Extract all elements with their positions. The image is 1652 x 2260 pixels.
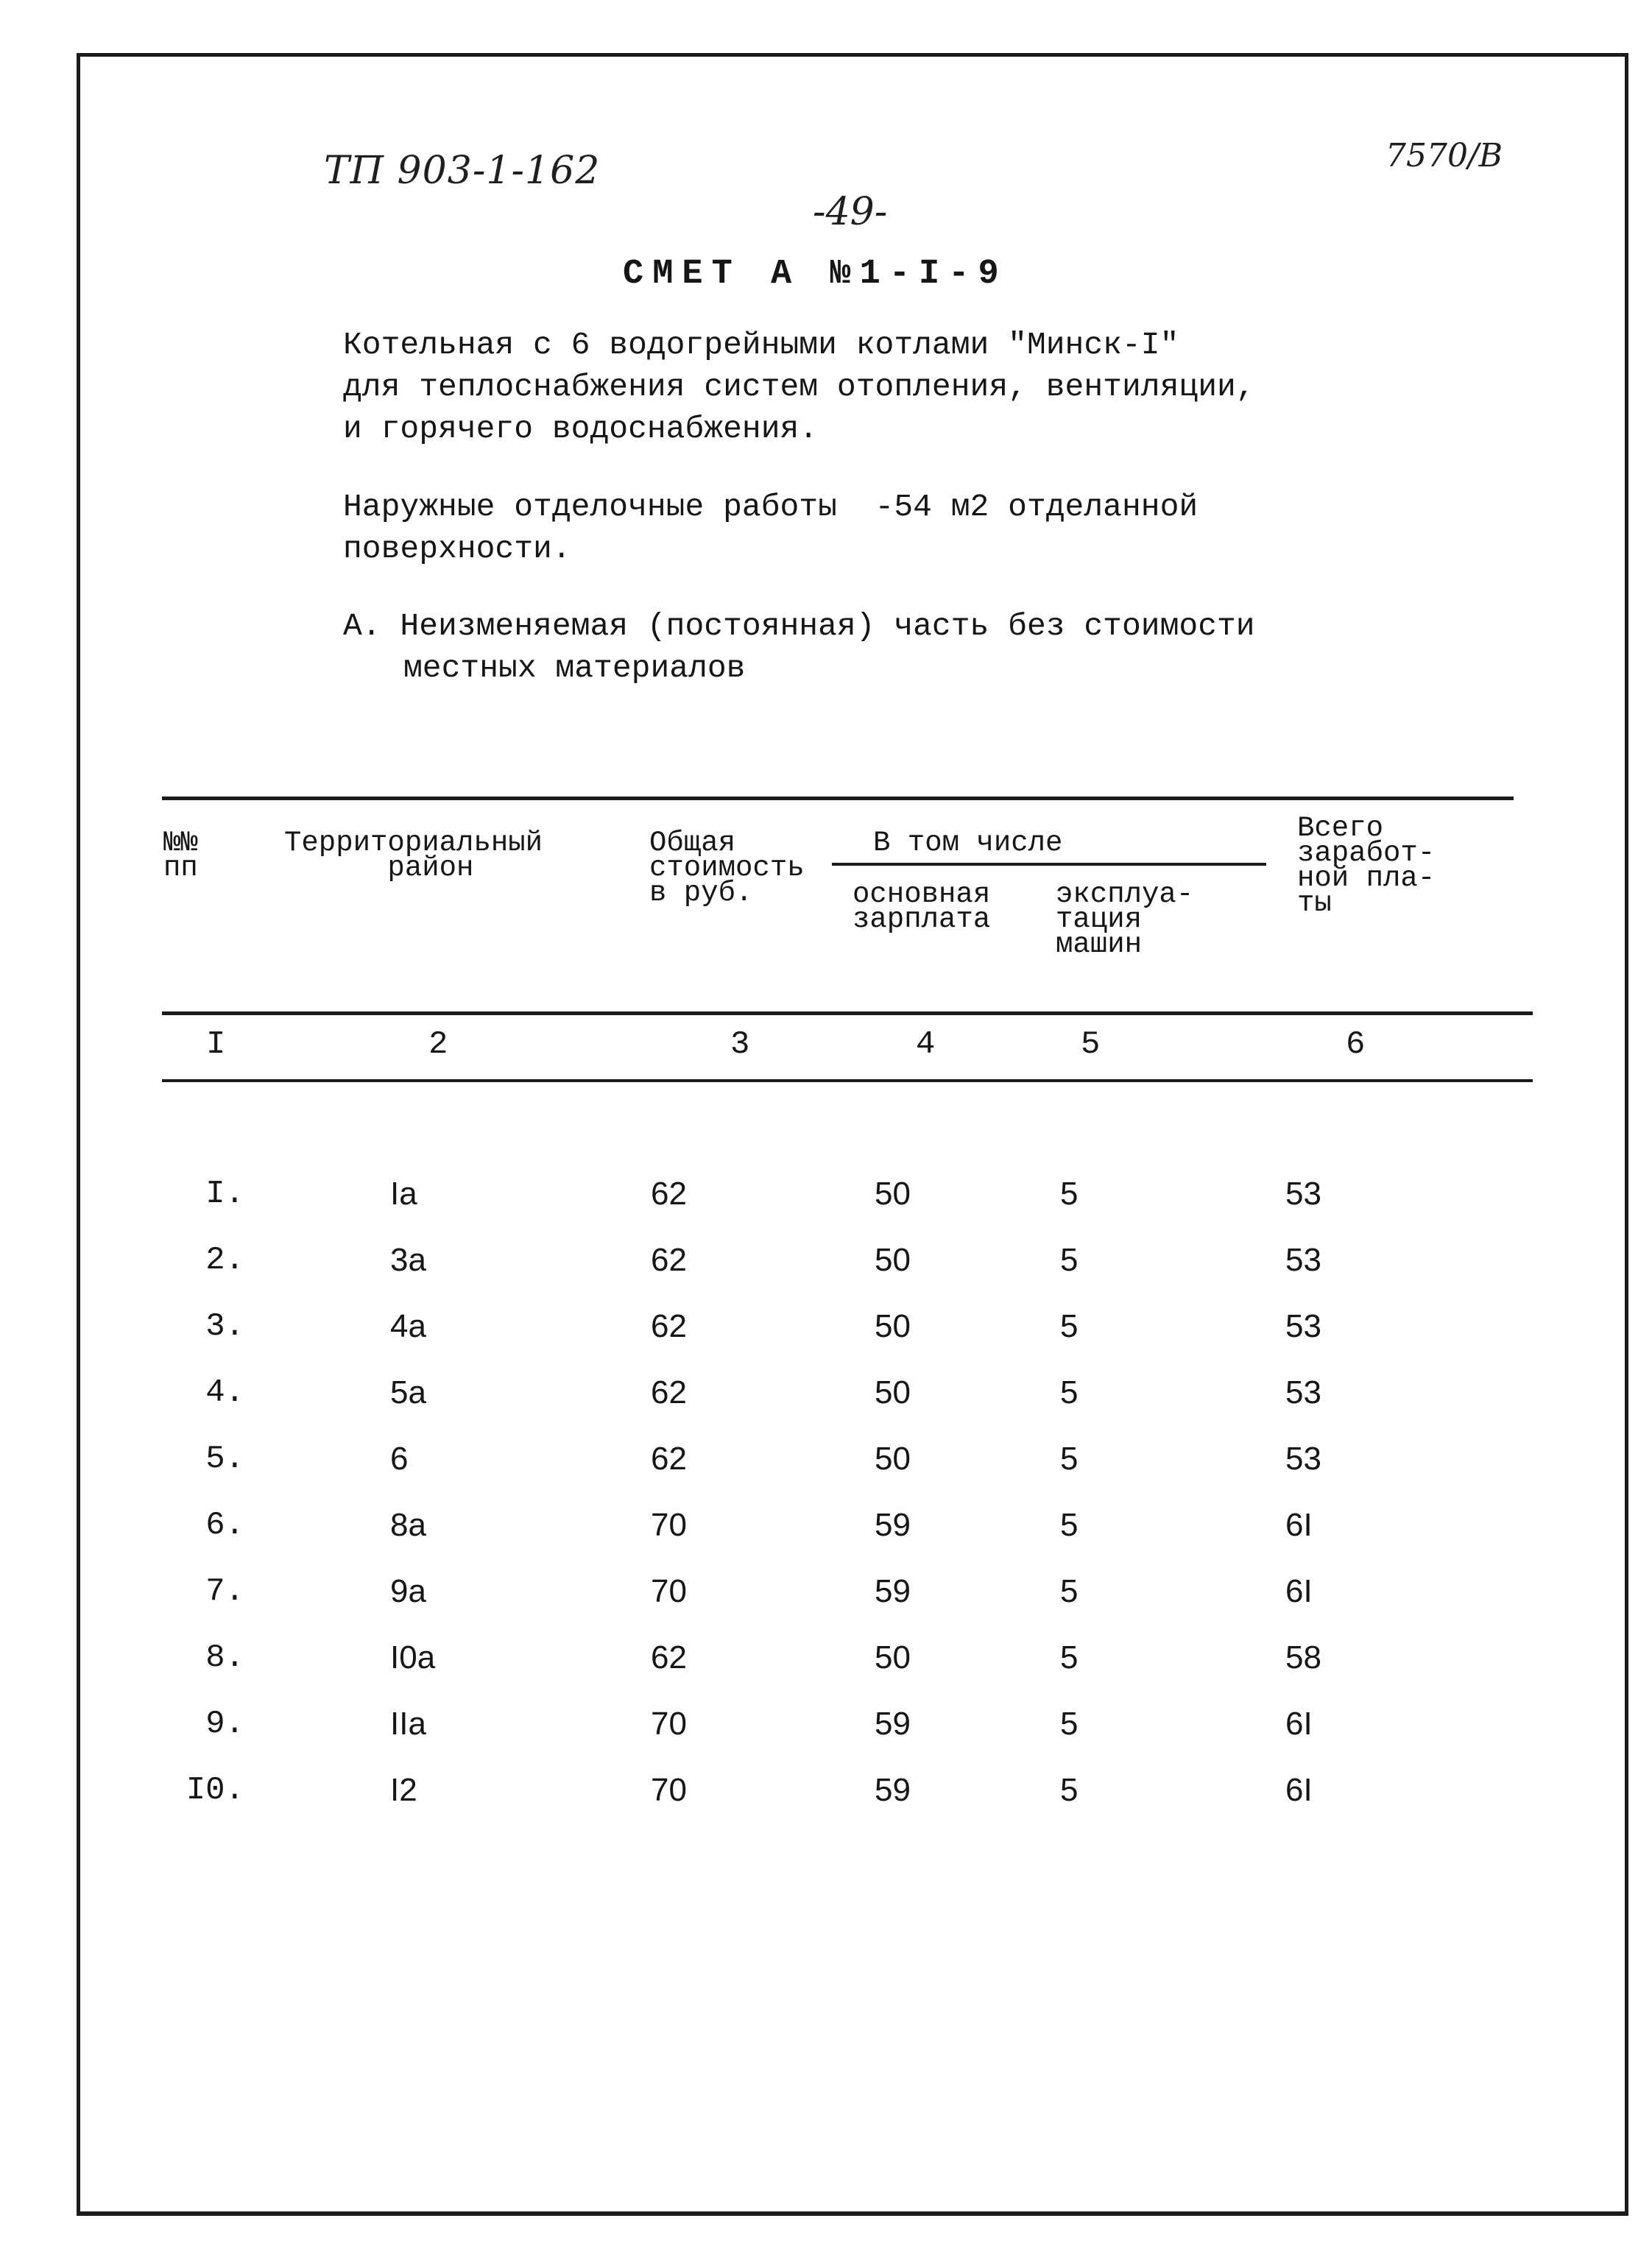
base-wage-cell: 50 <box>875 1308 911 1344</box>
base-wage-cell: 59 <box>875 1507 911 1543</box>
table-row <box>0 1702 1652 1768</box>
total-wage-cell: 6I <box>1285 1772 1313 1808</box>
base-wage-cell: 50 <box>875 1242 911 1278</box>
total-cost-cell: 62 <box>651 1176 687 1212</box>
row-number: I0. <box>186 1772 244 1809</box>
total-wage-cell: 6I <box>1285 1573 1313 1609</box>
total-wage-cell: 6I <box>1285 1507 1313 1543</box>
base-wage-cell: 59 <box>875 1706 911 1742</box>
base-wage-cell: 50 <box>875 1374 911 1410</box>
description-line: для теплоснабжения систем отопления, вентиляции, <box>343 369 1255 405</box>
total-cost-cell: 62 <box>651 1308 687 1344</box>
table-row <box>0 1503 1652 1569</box>
row-number: 4. <box>205 1374 244 1411</box>
region-cell: I0а <box>390 1639 436 1675</box>
header-region: Территориальный район <box>284 827 543 884</box>
column-number: 4 <box>916 1026 936 1063</box>
total-wage-cell: 53 <box>1285 1176 1321 1212</box>
region-cell: 3а <box>390 1242 426 1278</box>
total-wage-cell: 53 <box>1285 1374 1321 1410</box>
machine-use-cell: 5 <box>1060 1441 1079 1477</box>
row-number: 5. <box>205 1441 244 1477</box>
machine-use-cell: 5 <box>1060 1573 1079 1609</box>
header-machine-use: эксплуа- тация машин <box>1056 878 1194 961</box>
description-line: Котельная с 6 водогрейными котлами "Минск-I" <box>343 327 1179 363</box>
table-row <box>0 1172 1652 1238</box>
part-heading-line: местных материалов <box>403 650 746 686</box>
header-total-wage: Всего заработ- ной пла- ты <box>1297 812 1436 919</box>
machine-use-cell: 5 <box>1060 1308 1079 1344</box>
row-number: 2. <box>205 1242 244 1279</box>
total-wage-cell: 6I <box>1285 1706 1313 1742</box>
column-number: 3 <box>730 1026 750 1063</box>
region-cell: 4а <box>390 1308 426 1344</box>
base-wage-cell: 50 <box>875 1176 911 1212</box>
table-row <box>0 1437 1652 1503</box>
region-cell: 6 <box>390 1441 409 1477</box>
total-cost-cell: 70 <box>651 1573 687 1609</box>
base-wage-cell: 50 <box>875 1639 911 1675</box>
column-number: 6 <box>1346 1026 1366 1063</box>
total-cost-cell: 62 <box>651 1441 687 1477</box>
machine-use-cell: 5 <box>1060 1374 1079 1410</box>
header-row-number: №№ пп <box>163 827 198 884</box>
total-cost-cell: 62 <box>651 1374 687 1410</box>
row-number: 8. <box>205 1639 244 1676</box>
document-code: ТП 903-1-162 <box>324 149 601 193</box>
total-wage-cell: 53 <box>1285 1308 1321 1344</box>
estimate-title: СМЕТ А №1-I-9 <box>623 255 1008 294</box>
header-bottom-rule <box>162 1011 1533 1015</box>
table-row <box>0 1371 1652 1437</box>
inventory-number: 7570/В <box>1386 137 1503 174</box>
region-cell: 8а <box>390 1507 426 1543</box>
table-row <box>0 1768 1652 1835</box>
row-number: 7. <box>205 1573 244 1610</box>
base-wage-cell: 50 <box>875 1441 911 1477</box>
column-number: I <box>206 1026 226 1063</box>
region-cell: I2 <box>390 1772 417 1808</box>
column-number-rule <box>162 1079 1533 1082</box>
total-cost-cell: 70 <box>651 1772 687 1808</box>
total-wage-cell: 53 <box>1285 1242 1321 1278</box>
region-cell: IIа <box>390 1706 426 1742</box>
table-row <box>0 1238 1652 1304</box>
page-number: -49- <box>813 190 888 234</box>
header-including: В том числе <box>873 827 1063 859</box>
total-wage-cell: 58 <box>1285 1639 1321 1675</box>
table-row <box>0 1569 1652 1636</box>
header-total-cost: Общая стоимость в руб. <box>649 827 805 909</box>
total-cost-cell: 70 <box>651 1706 687 1742</box>
region-cell: 5а <box>390 1374 426 1410</box>
machine-use-cell: 5 <box>1060 1706 1079 1742</box>
machine-use-cell: 5 <box>1060 1242 1079 1278</box>
row-number: 3. <box>205 1308 244 1345</box>
machine-use-cell: 5 <box>1060 1507 1079 1543</box>
machine-use-cell: 5 <box>1060 1639 1079 1675</box>
total-cost-cell: 70 <box>651 1507 687 1543</box>
row-number: 6. <box>205 1507 244 1544</box>
total-cost-cell: 62 <box>651 1242 687 1278</box>
part-heading-line: А. Неизменяемая (постоянная) часть без стоимости <box>343 608 1255 644</box>
table-top-rule <box>162 797 1514 800</box>
column-number: 2 <box>428 1026 448 1063</box>
total-wage-cell: 53 <box>1285 1441 1321 1477</box>
region-cell: 9а <box>390 1573 426 1609</box>
machine-use-cell: 5 <box>1060 1772 1079 1808</box>
header-base-wage: основная зарплата <box>853 878 991 936</box>
table-row <box>0 1636 1652 1702</box>
base-wage-cell: 59 <box>875 1573 911 1609</box>
table-row <box>0 1304 1652 1371</box>
machine-use-cell: 5 <box>1060 1176 1079 1212</box>
row-number: I. <box>205 1176 244 1212</box>
finishing-area-line: Наружные отделочные работы -54 м2 отделанной <box>343 489 1199 525</box>
row-number: 9. <box>205 1706 244 1742</box>
subheader-rule <box>832 863 1266 866</box>
region-cell: Iа <box>390 1176 417 1212</box>
base-wage-cell: 59 <box>875 1772 911 1808</box>
finishing-area-line: поверхности. <box>343 531 571 567</box>
column-number: 5 <box>1081 1026 1101 1063</box>
total-cost-cell: 62 <box>651 1639 687 1675</box>
description-line: и горячего водоснабжения. <box>343 411 819 447</box>
